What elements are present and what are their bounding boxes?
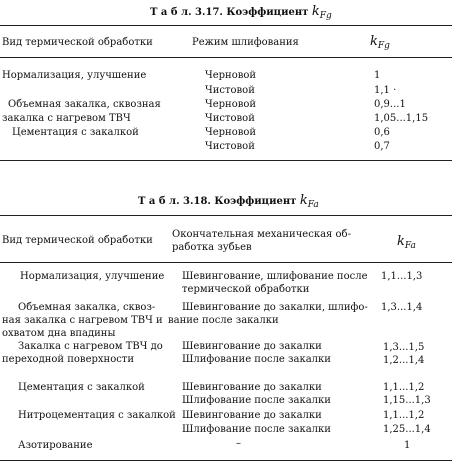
coefficient-symbol: $k_{Fa}$ xyxy=(299,193,319,210)
t1-row6-value: 0,7 xyxy=(374,141,390,152)
t1-row3-value: 0,9...1 xyxy=(374,99,406,110)
table-3-18-header-coef: $k_{Fa}$ xyxy=(397,234,416,251)
table-3-17-header-mode: Режим шлифования xyxy=(192,37,299,48)
t2-row5-machining-line1: Шевингование до закалки xyxy=(182,410,322,421)
t2-row2-machining-line1: Шевингование до закалки, шлифо- xyxy=(182,302,368,313)
table-3-18-bottom-rule xyxy=(0,460,452,461)
t2-row2-treatment-line3: охватом дна впадины xyxy=(2,328,116,339)
t1-row6-mode: Чистовой xyxy=(205,141,255,152)
t1-row3-mode: Черновой xyxy=(205,99,257,110)
t2-row3-value-2: 1,2...1,4 xyxy=(383,355,425,366)
t1-row4-value: 1,05...1,15 xyxy=(374,113,429,124)
t2-row6-treatment: Азотирование xyxy=(18,440,93,451)
table-3-17-bottom-rule xyxy=(0,160,452,161)
t2-row4-value-2: 1,15...1,3 xyxy=(383,395,431,406)
t2-row3-value-1: 1,3...1,5 xyxy=(383,342,425,353)
caption-text: Т а б л. 3.17. Коэффициент xyxy=(150,7,309,18)
t1-row4-mode: Чистовой xyxy=(205,113,255,124)
t2-row6-value: 1 xyxy=(404,440,411,451)
t2-row3-machining-line1: Шевингование до закалки xyxy=(182,341,322,352)
t2-row2-machining-line2: вание после закалки xyxy=(168,315,279,326)
t1-row5-mode: Черновой xyxy=(205,127,257,138)
t2-row5-treatment: Нитроцементация с закалкой xyxy=(18,410,176,421)
t2-row5-value-1: 1,1...1,2 xyxy=(383,410,425,421)
t2-row1-treatment: Нормализация, улучшение xyxy=(20,271,165,282)
t2-row6-machining: – xyxy=(236,438,241,449)
t2-row1-machining-line2: термической обработки xyxy=(182,284,310,295)
t2-row1-machining-line1: Шевингование, шлифование после xyxy=(182,271,368,282)
t2-row3-treatment-line1: Закалка с нагревом ТВЧ до xyxy=(18,341,163,352)
caption-text: Т а б л. 3.18. Коэффициент xyxy=(138,196,297,207)
table-3-18-header-rule xyxy=(0,262,452,263)
t2-row4-machining-line2: Шлифование после закалки xyxy=(182,395,331,406)
table-3-18-header-treatment: Вид термической обработки xyxy=(2,235,153,246)
table-3-18-top-rule xyxy=(0,215,452,216)
t1-row2-mode: Чистовой xyxy=(205,85,255,96)
t2-row3-machining-line2: Шлифование после закалки xyxy=(182,354,331,365)
t2-row5-value-2: 1,25...1,4 xyxy=(383,424,431,435)
t2-row2-treatment-line1: Объемная закалка, сквоз- xyxy=(18,302,156,313)
t1-row1-treatment: Нормализация, улучшение xyxy=(2,70,147,81)
t2-row3-treatment-line2: переходной поверхности xyxy=(2,354,135,365)
table-3-17-caption xyxy=(150,4,332,21)
table-3-18-caption xyxy=(138,193,319,210)
table-3-17-header-rule xyxy=(0,57,452,58)
t2-row4-machining-line1: Шевингование до закалки xyxy=(182,382,322,393)
t2-row2-value: 1,3...1,4 xyxy=(381,302,423,313)
table-3-17-header-coef: $k_{Fg}$ xyxy=(370,34,390,51)
t1-row4-treatment: закалка с нагревом ТВЧ xyxy=(2,113,131,124)
table-3-17-top-rule xyxy=(0,25,452,26)
t1-row5-value: 0,6 xyxy=(374,127,390,138)
t1-row2-value: 1,1 · xyxy=(374,85,397,96)
coefficient-symbol: $k_{Fg}$ xyxy=(311,4,332,21)
t2-row5-machining-line2: Шлифование после закалки xyxy=(182,424,331,435)
t1-row5-treatment: Цементация с закалкой xyxy=(12,127,139,138)
table-3-18-header-machining-line2: работка зубьев xyxy=(172,242,252,253)
t2-row1-value: 1,1...1,3 xyxy=(381,271,423,282)
t1-row1-value: 1 xyxy=(374,70,381,81)
table-3-17-header-treatment: Вид термической обработки xyxy=(2,37,153,48)
t1-row1-mode: Черновой xyxy=(205,70,257,81)
t2-row2-treatment-line2: ная закалка с нагревом ТВЧ и xyxy=(2,315,163,326)
table-3-18-header-machining-line1: Окончательная механическая об- xyxy=(172,229,351,240)
t1-row3-treatment: Объемная закалка, сквозная xyxy=(8,99,161,110)
t2-row4-value-1: 1,1...1,2 xyxy=(383,382,425,393)
t2-row4-treatment: Цементация с закалкой xyxy=(18,382,145,393)
